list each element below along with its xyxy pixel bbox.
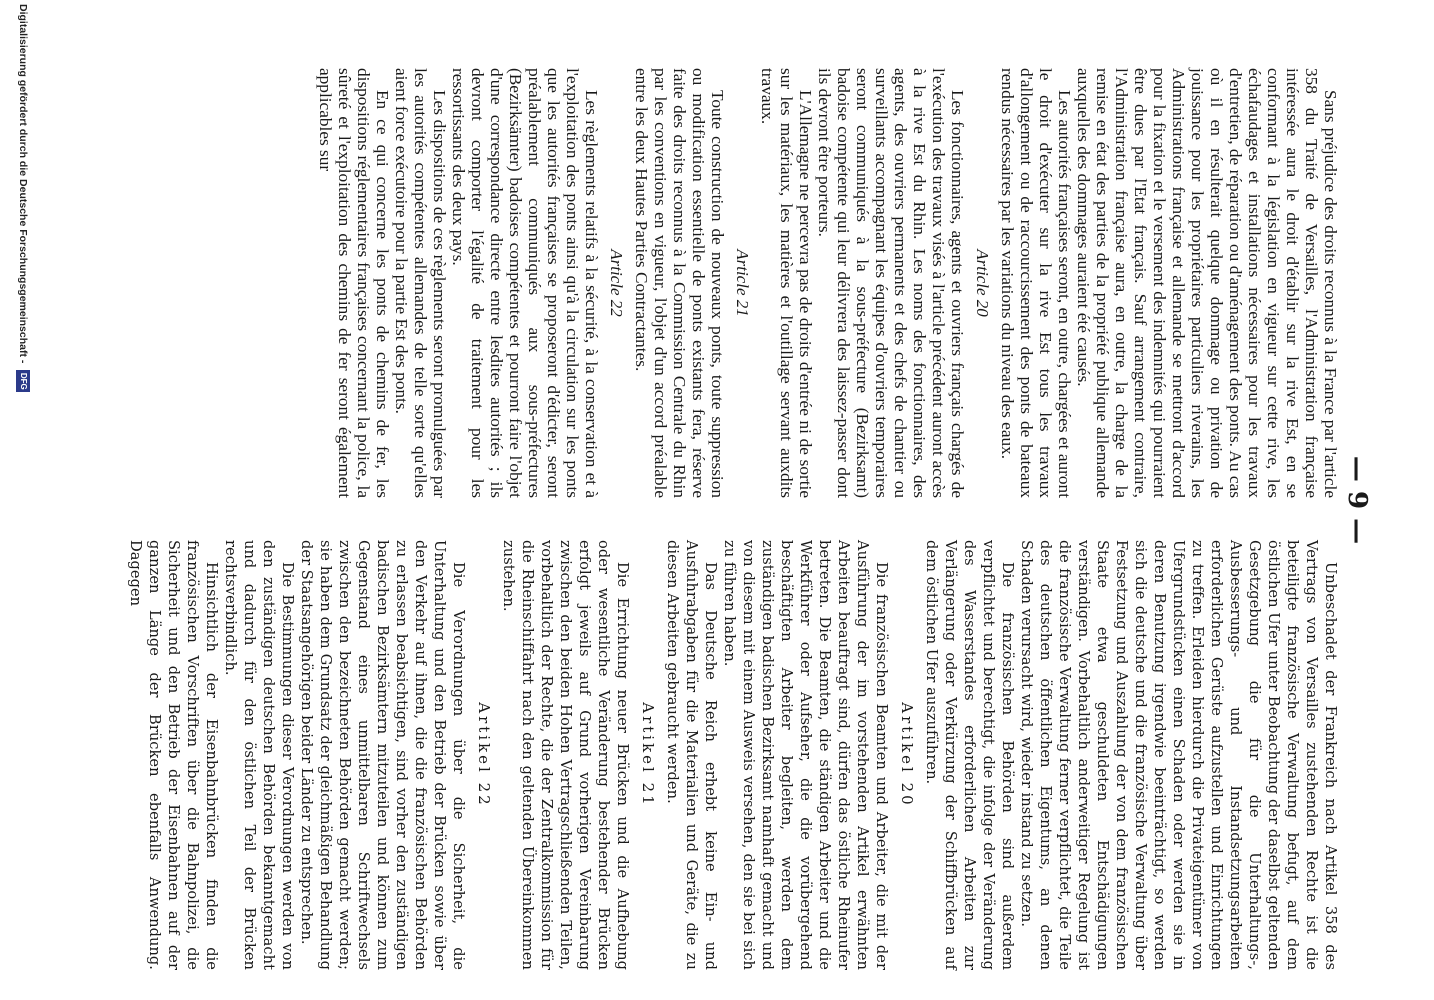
french-article-21-heading: Article 21	[733, 249, 752, 317]
german-article-21-heading: Artikel 21	[639, 702, 657, 808]
footer-text: Digitalisierung gefördert durch die Deutsche Forschungsgemeinschaft -	[17, 4, 30, 364]
french-article-22-heading: Article 22	[607, 249, 626, 317]
digitization-footer	[16, 0, 30, 1000]
german-column	[126, 540, 1340, 970]
german-paragraph: Die französischen Beamten und Arbeiter, die mit der Ausführung der im vorstehenden Artikel erwähnten Arbeiten beauftragt sind, dürfen das östliche Rheinufer betreten. Die Beamten, die ständigen Arbeiter und die Werkführer oder Aufseher, die die vorübergehend beschäftigten Arbeiter begleiten, werden dem zuständigen badischen Bezirksamt namhaft gemacht und von diesem mit einem Ausweis versehen, den sie bei sich zu führen haben.	[721, 540, 890, 970]
french-paragraph: Sans préjudice des droits reconnus à la France par l'article 358 du Traité de Versailles, l'Administration française intéressée aura le droit d'établir sur la rive Est, en se conformant à la législation en vigueur sur cette rive, les échafaudages et installations nécessaires pour les travaux d'entretien, de réparation ou d'aménagement des ponts. Au cas où il en résulterait quelque dommage ou privation de jouissance pour les propriétaires particuliers riverains, les Administrations française et allemande se mettront d'accord pour la fixation et le versement des indemnités qui pourraient être dues par l'Etat français. Sauf arrangement contraire, l'Administration française aura, en outre, la charge de la remise en état des parties de la propriété publique allemande auxquelles des dommages auraient été causés.	[1074, 68, 1340, 498]
french-paragraph: Les autorités françaises seront, en outre, chargées et auront le droit d'exécuter sur la rive Est tous les travaux d'allongement ou de raccourcissement des ponts de bateaux rendus nécessaires par les variations du niveau des eaux.	[998, 68, 1074, 498]
french-paragraph: Les règlements relatifs à la sécurité, à la conservation et à l'exploitation des ponts ainsi qu'à la circulation sur les ponts que les autorités françaises se proposeront d'édicter, seront préalablement communiqués aux sous-préfectures (Bezirksämter) badoises compétentes et pourront faire l'objet d'une correspondance directe entre lesdites autorités ; ils devront comporter l'égalité de traitement pour les ressortissants des deux pays.	[449, 68, 601, 498]
french-article-20-heading: Article 20	[973, 249, 992, 317]
german-paragraph: Das Deutsche Reich erhebt keine Ein- und Ausfuhrabgaben für die Materialien und Geräte, die zu diesen Arbeiten gebraucht werden.	[664, 540, 719, 970]
german-paragraph: Die französischen Behörden sind außerdem verpflichtet und berechtigt, die infolge der Veränderung des Wasserstandes erforderlichen Arbeiten zur Verlängerung oder Verkürzung der Schiffbrücken auf dem östlichen Ufer auszuführen.	[923, 540, 1016, 970]
french-paragraph: Les fonctionnaires, agents et ouvriers français chargés de l'exécution des travaux visés à l'article précédent auront accès à la rive Est du Rhin. Les noms des fonctionnaires, des agents, des ouvriers permanents et des chefs de chantier ou surveillants accompagnant les équipes d'ouvriers temporaires seront communiqués à la sous-préfecture (Bezirksamt) badoise compétente qui leur délivrera des laissez-passer dont ils devront être porteurs.	[815, 68, 967, 498]
french-paragraph: En ce qui concerne les ponts de chemins de fer, les dispositions réglementaires françaises concernant la police, la sûreté et l'exploitation des chemins de fer seront également applicables sur	[316, 68, 392, 498]
german-article-20-heading: Artikel 20	[898, 702, 916, 808]
german-article-22-heading: Artikel 22	[475, 702, 493, 808]
french-paragraph: L'Allemagne ne percevra pas de droits d'entrée ni de sortie sur les matériaux, les matières et l'outillage servant auxdits travaux.	[758, 68, 815, 498]
german-paragraph: Die Bestimmungen dieser Verordnungen werden von den zuständigen deutschen Behörden bekanntgemacht und dadurch für den östlichen Teil der Brücken rechtsverbindlich.	[222, 540, 296, 970]
german-paragraph: Unbeschadet der Frankreich nach Artikel 358 des Vertrags von Versailles zustehenden Rechte ist die beteiligte französische Verwaltung befugt, auf dem östlichen Ufer unter Beobachtung der daselbst geltenden Gesetzgebung die für die Unterhaltungs-, Ausbesserungs- und Instandsetzungsarbeiten erforderlichen Gerüste aufzustellen und Einrichtungen zu treffen. Erleiden hierdurch die Privateigentümer von Ufergrundstücken einen Schaden oder werden sie in deren Benutzung irgendwie beeinträchtigt, so werden sich die deutsche und die französische Verwaltung über Festsetzung und Auszahlung der von dem französischen Staate etwa geschuldeten Entschädigungen verständigen. Vorbehaltlich anderweitiger Regelung ist die französische Verwaltung ferner verpflichtet, die Teile des deutschen öffentlichen Eigentums, an denen Schaden verursacht wird, wieder instand zu setzen.	[1018, 540, 1339, 970]
dfg-logo-icon: DFG	[16, 370, 30, 392]
german-paragraph: Die Errichtung neuer Brücken und die Aufhebung oder wesentliche Veränderung bestehender Brücken erfolgt jeweils auf Grund vorherigen Vereinbarung zwischen den beiden Hohen Vertragschließenden Teilen, vorbehaltlich der Rechte, die der Zentralkommission für die Rheinschiffahrt nach den geltenden Übereinkommen zustehen.	[500, 540, 631, 970]
french-column	[316, 68, 1340, 498]
german-paragraph: Die Verordnungen über die Sicherheit, die Unterhaltung und den Betrieb der Brücken sowie über den Verkehr auf ihnen, die die französischen Behörden zu erlassen beabsichtigen, sind vorher den zuständigen badischen Bezirksämtern mitzuteilen und können zum Gegenstand eines unmittelbaren Schriftwechsels zwischen den bezeichneten Behörden gemacht werden; sie haben dem Grundsatz der gleichmäßigen Behandlung der Staatsangehörigen beider Länder zu entsprechen.	[298, 540, 467, 970]
page-number: — 9 —	[1342, 455, 1372, 545]
french-paragraph: Les dispositions de ces règlements seront promulguées par les autorités compétentes allemandes de telle sorte qu'elles aient force exécutoire pour la partie Est des ponts.	[392, 68, 449, 498]
german-paragraph: Hinsichtlich der Eisenbahnbrücken finden die französischen Vorschriften über die Bahnpolizei, die Sicherheit und den Betrieb der Eisenbahnen auf der ganzen Länge der Brücken ebenfalls Anwendung. Dagegen	[127, 540, 220, 970]
french-paragraph: Toute construction de nouveaux ponts, toute suppression ou modification essentielle de ponts existants fera, réserve faite des droits reconnus à la Commission Centrale du Rhin par les conventions en vigueur, l'objet d'un accord préalable entre les deux Hautes Parties Contractantes.	[632, 68, 727, 498]
